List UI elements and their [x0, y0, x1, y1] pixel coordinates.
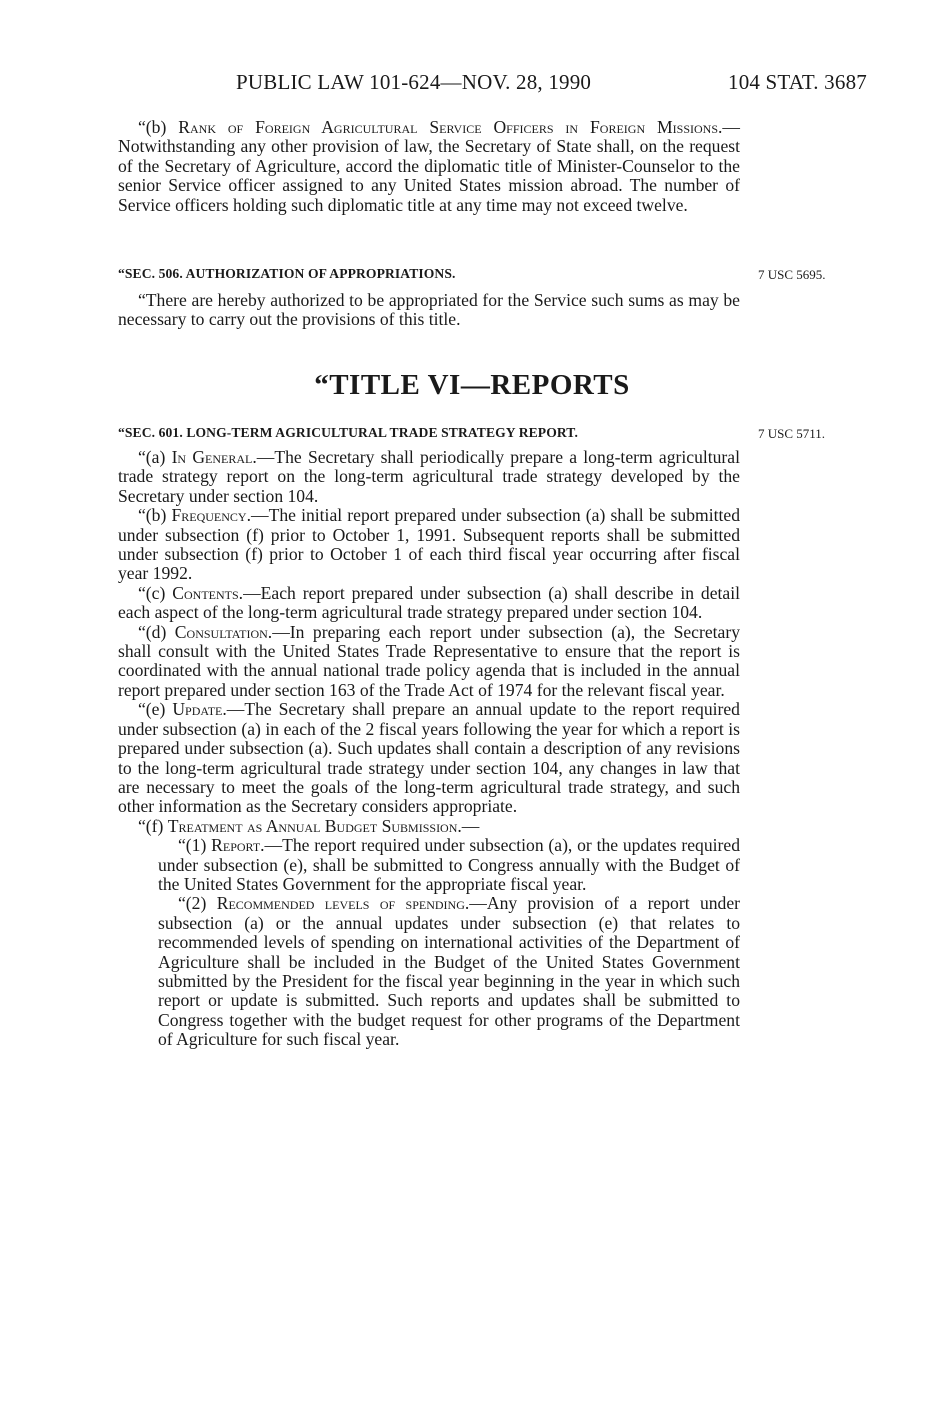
para-lead: “(1): [178, 835, 207, 856]
para-text: —Any provision of a report under subsection (a) or the annual updates under subsection (e) that relates to recommended levels of spending on international activities of the Department of Agriculture shall be included in the Budget of the United States Government submitted by the President for the fiscal year beginning in the year in which such report or update is submitted. Such reports and updates shall be submitted to Congress together with the budget request for other programs of the Department of Agriculture for such fiscal year.: [158, 893, 740, 1050]
para-heading: Treatment as Annual Budget Submission.: [167, 815, 462, 836]
para-text: —The Secretary shall periodically prepare a long-term agricultural trade strategy report on the long-term agricultural trade strategy developed by the Secretary under section 104.: [118, 447, 740, 506]
para-lead: “(a): [138, 447, 166, 467]
para-heading: In General.: [171, 447, 257, 467]
para-heading: Contents.: [172, 582, 244, 603]
section-601-heading: “SEC. 601. LONG-TERM AGRICULTURAL TRADE STRATEGY REPORT.: [118, 425, 578, 440]
subsection-e: [118, 700, 740, 816]
section-601: [118, 425, 740, 1050]
para-heading: Report.: [211, 835, 265, 856]
para-lead: “(f): [138, 815, 164, 836]
para-lead: “(b): [138, 117, 167, 137]
paragraph-f-2: [158, 894, 740, 1049]
subsection-f: [118, 817, 740, 836]
para-text: —Each report prepared under subsection (a) shall describe in detail each aspect of the long-term agricultural trade strategy prepared under section 104.: [118, 582, 740, 623]
para-text: —Notwithstanding any other provision of law, the Secretary of State shall, on the request of the Secretary of Agriculture, accord the diplomatic title of Minister-Counselor to the senior Service officer assigned to any United States mission abroad. The number of Service officers holding such diplomatic title at any time may not exceed twelve.: [118, 117, 741, 215]
paragraph-505-b: [118, 118, 740, 215]
para-text: —: [461, 815, 480, 836]
section-505-b: [118, 118, 740, 215]
margin-note-601: 7 USC 5711.: [758, 426, 826, 441]
section-506: [118, 266, 740, 330]
para-text: —The initial report prepared under subsection (a) shall be submitted under subsection (f) prior to October 1, 1991. Subsequent reports shall be submitted under subsection (f) prior to October 1 of each third fiscal year occurring after fiscal year 1992.: [118, 505, 740, 584]
subsection-c: [118, 584, 740, 623]
paragraph-506: “There are hereby authorized to be appropriated for the Service such sums as may be necessary to carry out the provisions of this title.: [118, 290, 740, 330]
para-lead: “(b): [138, 505, 167, 526]
subsection-a: [118, 448, 740, 506]
para-lead: “(e): [138, 699, 166, 720]
subsection-d: [118, 623, 740, 701]
para-lead: “(d): [138, 621, 167, 642]
para-text: —The report required under subsection (a), or the updates required under subsection (e), shall be submitted to Congress annually with the Budget of the United States Government for the appropriate fiscal year.: [158, 835, 740, 894]
para-heading: Frequency.: [171, 505, 251, 526]
section-506-heading: “SEC. 506. AUTHORIZATION OF APPROPRIATIONS.: [118, 266, 456, 281]
subsection-b: [118, 506, 740, 584]
para-heading: Recommended levels of spending.: [216, 893, 470, 914]
para-heading: Consultation.: [174, 621, 273, 642]
para-text: —In preparing each report under subsection (a), the Secretary shall consult with the United States Trade Representative to ensure that the report is coordinated with the annual national trade policy agenda that is included in the annual report prepared under section 163 of the Trade Act of 1974 for the relevant fiscal year.: [118, 621, 740, 700]
para-text: —The Secretary shall prepare an annual update to the report required under subsection (a) in each of the 2 fiscal years following the year for which a report is prepared under subsection (a). Such updates shall contain a description of any revisions to the long-term agricultural trade strategy under section 104, any changes in law that are necessary to meet the goals of the long-term agricultural trade strategy, and such other information as the Secretary considers appropriate.: [118, 699, 740, 817]
running-head-right: 104 STAT. 3687: [728, 70, 867, 94]
para-lead: “(2): [178, 893, 207, 914]
para-heading: Update.: [172, 699, 227, 720]
paragraph-f-1: [158, 836, 740, 894]
para-heading: Rank of Foreign Agricultural Service Officers in Foreign Missions.: [178, 117, 723, 137]
margin-note-506: 7 USC 5695.: [758, 267, 826, 282]
title-heading: “TITLE VI—REPORTS: [314, 369, 630, 401]
para-lead: “(c): [138, 582, 166, 603]
running-head-left: PUBLIC LAW 101-624—NOV. 28, 1990: [236, 70, 592, 94]
